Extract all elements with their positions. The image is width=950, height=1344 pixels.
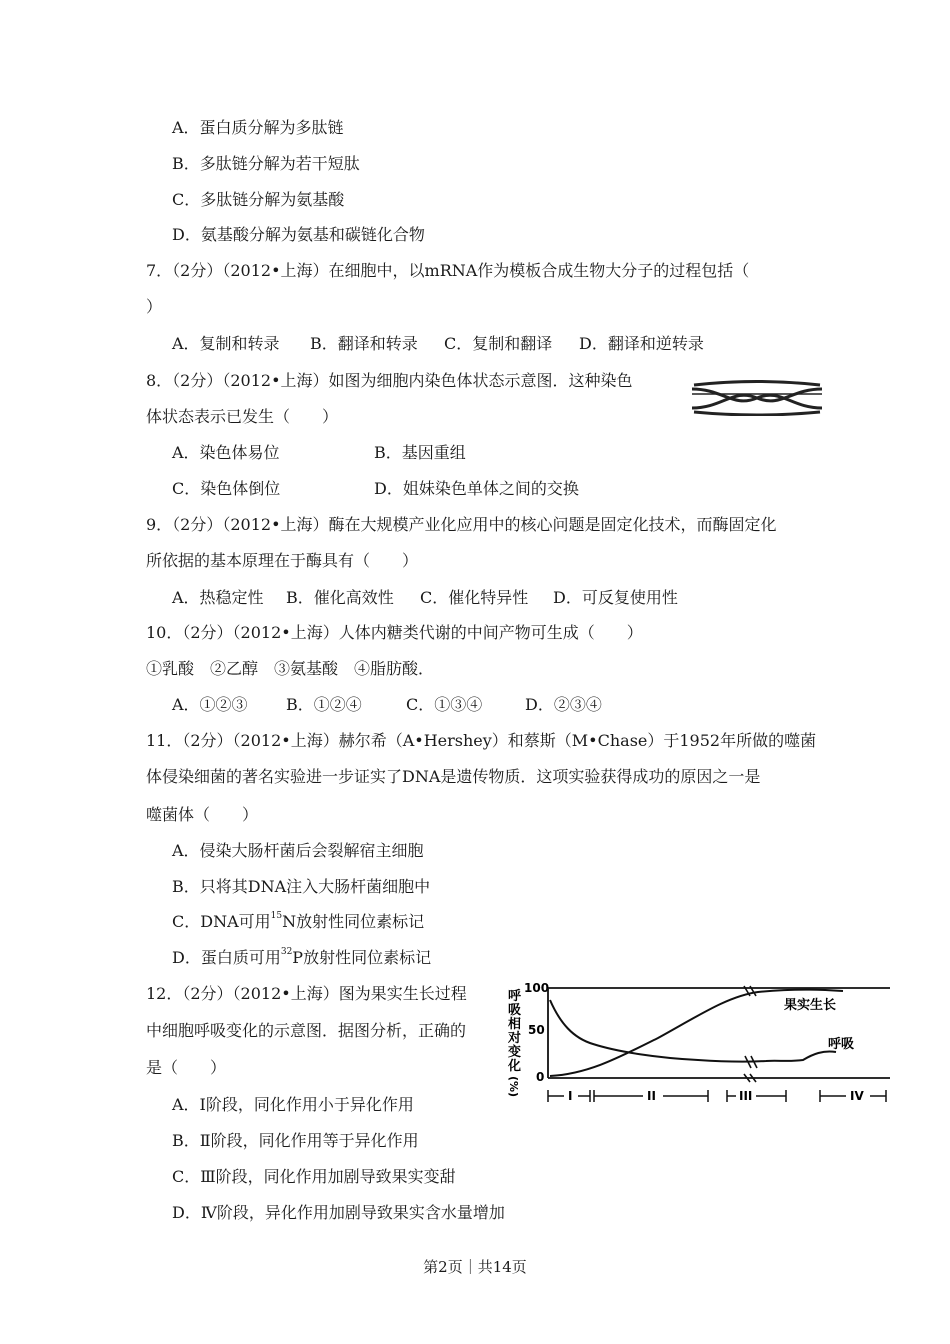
figure-y-label-3: 相 — [508, 1017, 522, 1032]
q9-option-d: D．可反复使用性 — [553, 588, 678, 607]
growth-curve-label: 果实生长 — [784, 998, 837, 1013]
figure-y-label-6: 化 — [508, 1059, 522, 1074]
figure-tick-0: 0 — [536, 1070, 545, 1084]
stage-4-label: IV — [850, 1089, 864, 1103]
q11-option-d-pre: D．蛋白质可用 — [172, 948, 281, 967]
q8-stem: 8．（2分）（2012•上海）如图为细胞内染色体状态示意图．这种染色 — [146, 371, 633, 390]
stage-2-label: II — [647, 1089, 656, 1103]
q8-option-c: C．染色体倒位 — [172, 479, 281, 498]
q9-stem-cont: 所依据的基本原理在于酶具有（ ） — [146, 551, 419, 570]
q12-stem-cont2: 是（ ） — [146, 1058, 227, 1077]
q6-option-b: B．多肽链分解为若干短肽 — [172, 154, 360, 173]
stage-3-label: III — [739, 1089, 753, 1103]
q9-option-c: C．催化特异性 — [420, 588, 529, 607]
q12-option-a: A．Ⅰ阶段，同化作用小于异化作用 — [172, 1095, 414, 1114]
figure-y-label-1: 呼 — [508, 989, 522, 1004]
figure-y-label-2: 吸 — [508, 1003, 522, 1018]
q11-stem-cont: 体侵染细菌的著名实验进一步证实了DNA是遗传物质．这项实验获得成功的原因之一是 — [146, 767, 761, 786]
q12-stem: 12．（2分）（2012•上海）图为果实生长过程 — [146, 984, 467, 1003]
q12-option-c: C．Ⅲ阶段，同化作用加剧导致果实变甜 — [172, 1167, 456, 1186]
q12-option-b: B．Ⅱ阶段，同化作用等于异化作用 — [172, 1131, 419, 1150]
stage-1-label: I — [568, 1089, 573, 1103]
q8-option-d: D．姐妹染色单体之间的交换 — [374, 479, 579, 498]
page-footer: 第2页｜共14页 — [423, 1258, 527, 1276]
q11-option-a: A．侵染大肠杆菌后会裂解宿主细胞 — [172, 841, 424, 860]
figure-y-label-5: 变 — [508, 1045, 522, 1060]
q6-option-c: C．多肽链分解为氨基酸 — [172, 190, 345, 209]
q10-stem-cont: ①乳酸 ②乙醇 ③氨基酸 ④脂肪酸． — [146, 659, 435, 678]
q11-option-b: B．只将其DNA注入大肠杆菌细胞中 — [172, 877, 431, 896]
q9-stem: 9．（2分）（2012•上海）酶在大规模产业化应用中的核心问题是固定化技术，而酶固定化 — [146, 515, 777, 534]
q7-option-c: C．复制和翻译 — [444, 334, 553, 353]
q11-option-c — [172, 911, 424, 933]
q6-option-a: A．蛋白质分解为多肽链 — [172, 118, 344, 137]
q10-stem: 10．（2分）（2012•上海）人体内糖类代谢的中间产物可生成（ ） — [146, 623, 643, 642]
q11-option-c-sup: 15 — [270, 911, 283, 921]
q6-option-d: D．氨基酸分解为氨基和碳链化合物 — [172, 225, 425, 244]
q7-option-a: A．复制和转录 — [172, 334, 280, 353]
q8-option-a: A．染色体易位 — [172, 443, 280, 462]
figure-y-label-4: 对 — [508, 1031, 522, 1046]
q9-option-a: A．热稳定性 — [172, 588, 264, 607]
q11-option-d-sup: 32 — [280, 947, 293, 957]
fruit-growth-respiration-figure — [498, 978, 894, 1114]
q7-option-b: B．翻译和转录 — [310, 334, 418, 353]
figure-y-unit: (%) — [507, 1076, 520, 1098]
q10-option-a: A．①②③ — [172, 695, 248, 714]
q11-option-c-pre: C．DNA可用 — [172, 912, 271, 931]
q10-option-d: D．②③④ — [525, 695, 602, 714]
q11-option-d — [172, 947, 431, 969]
q12-stem-cont: 中细胞呼吸变化的示意图．据图分析，正确的 — [146, 1021, 467, 1040]
q11-stem-cont2: 噬菌体（ ） — [146, 805, 259, 824]
q12-option-d: D．Ⅳ阶段，异化作用加剧导致果实含水量增加 — [172, 1203, 505, 1222]
respiration-curve-label: 呼吸 — [828, 1037, 855, 1052]
q8-option-b: B．基因重组 — [374, 443, 466, 462]
figure-tick-100: 100 — [524, 981, 550, 995]
q9-option-b: B．催化高效性 — [286, 588, 394, 607]
q7-stem-cont: ） — [146, 297, 163, 316]
q11-stem: 11．（2分）（2012•上海）赫尔希（A•Hershey）和蔡斯（M•Chase）于1952年所做的噬菌 — [146, 731, 817, 750]
q10-option-b: B．①②④ — [286, 695, 362, 714]
figure-tick-50: 50 — [528, 1023, 545, 1037]
chromosome-diagram — [688, 380, 826, 416]
q11-option-c-post: N放射性同位素标记 — [282, 912, 425, 931]
q11-option-d-post: P放射性同位素标记 — [292, 948, 432, 967]
q10-option-c: C．①③④ — [406, 695, 483, 714]
q7-option-d: D．翻译和逆转录 — [579, 334, 704, 353]
q7-stem: 7．（2分）（2012•上海）在细胞中，以mRNA作为模板合成生物大分子的过程包括（ — [146, 261, 750, 280]
q8-stem-cont: 体状态表示已发生（ ） — [146, 407, 339, 426]
